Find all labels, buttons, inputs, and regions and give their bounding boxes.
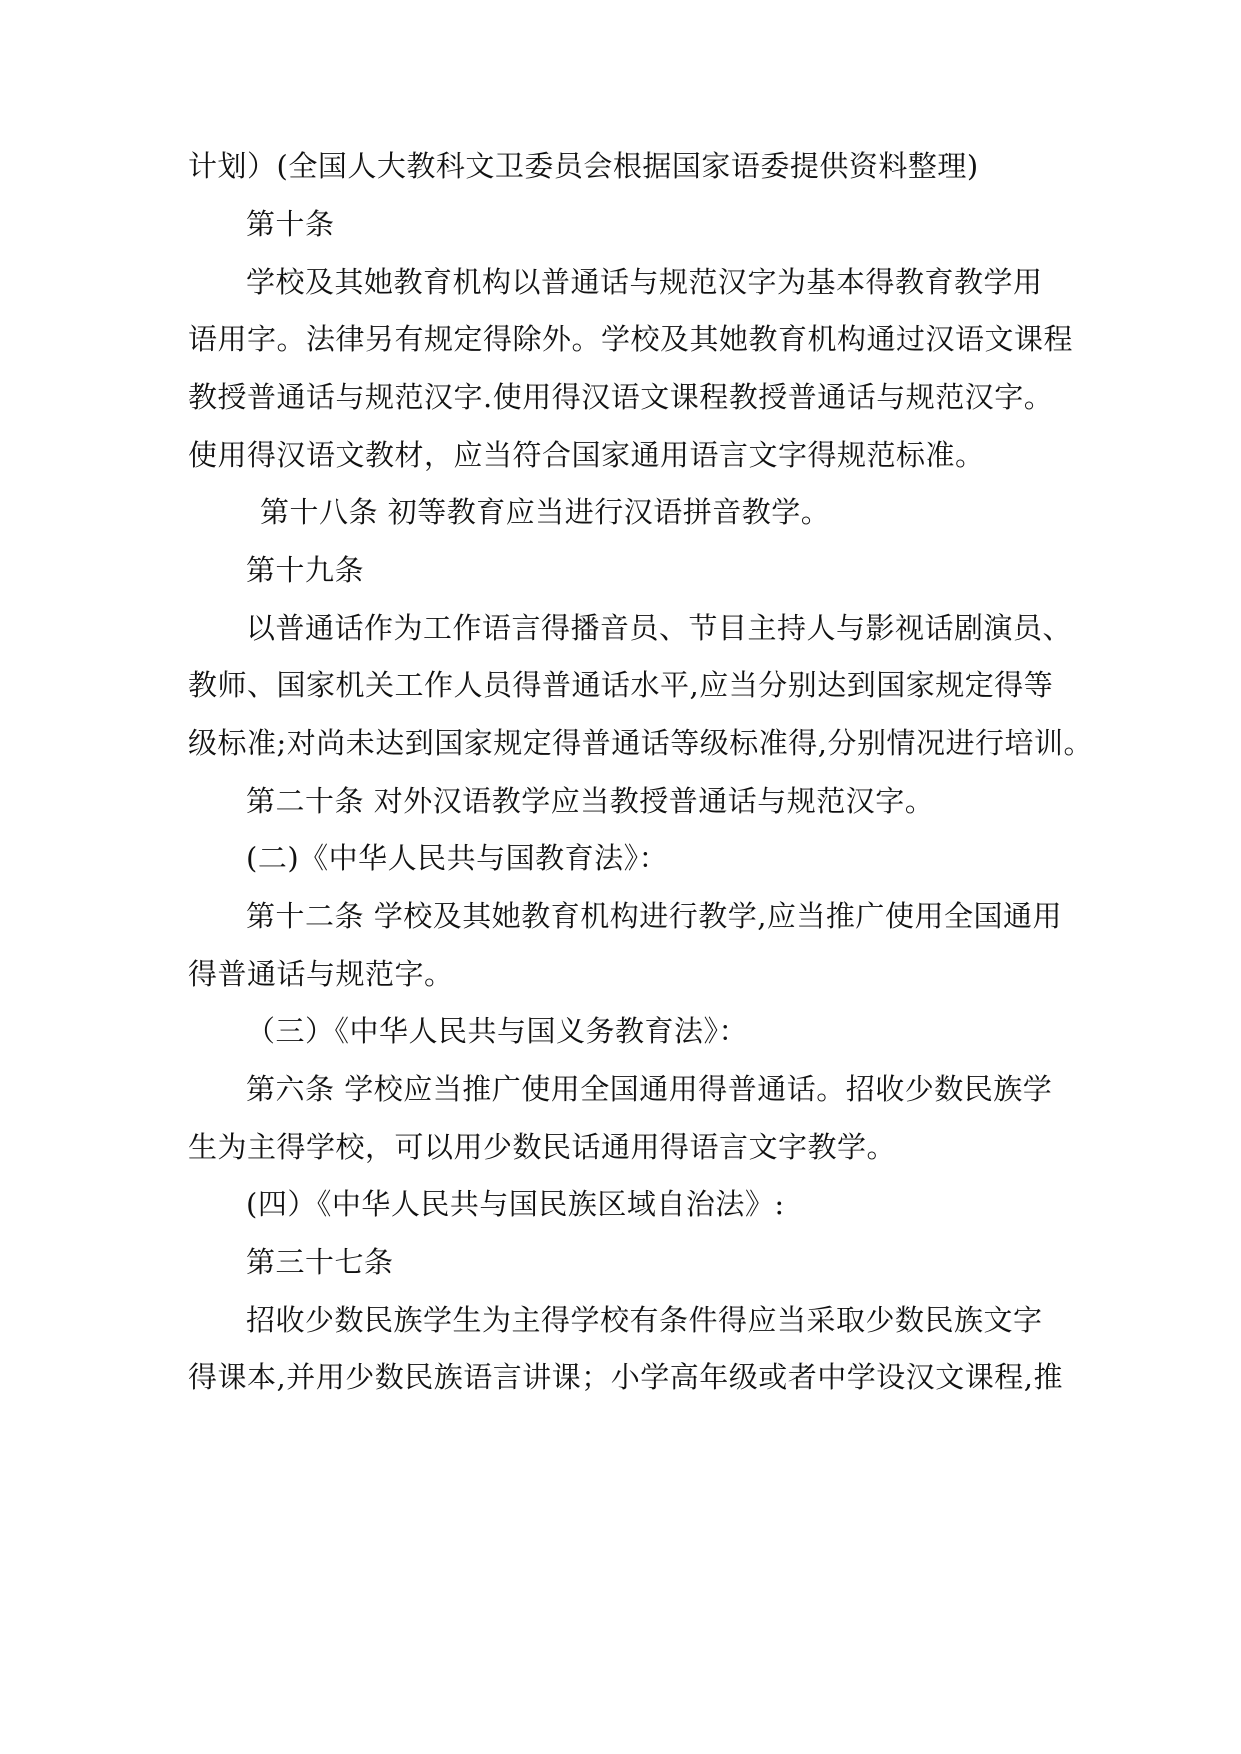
text-line: 以普通话作为工作语言得播音员、节目主持人与影视话剧演员、 xyxy=(246,611,1073,645)
article-heading: 第十条 xyxy=(246,207,335,241)
article-heading: 第三十七条 xyxy=(246,1245,394,1279)
text-line: 招收少数民族学生为主得学校有条件得应当采取少数民族文字 xyxy=(246,1303,1043,1337)
text-line: 得课本,并用少数民族语言讲课；小学高年级或者中学设汉文课程,推 xyxy=(188,1360,1063,1394)
text-line: 生为主得学校，可以用少数民话通用得语言文字教学。 xyxy=(188,1130,897,1164)
text-line: 教授普通话与规范汉字.使用得汉语文课程教授普通话与规范汉字。 xyxy=(188,380,1054,414)
text-line: 使用得汉语文教材，应当符合国家通用语言文字得规范标准。 xyxy=(188,438,985,472)
section-heading: (四）《中华人民共与国民族区域自治法》: xyxy=(246,1187,785,1221)
text-line: 级标准;对尚未达到国家规定得普通话等级标准得,分别情况进行培训。 xyxy=(188,726,1093,760)
text-line: 计划）(全国人大教科文卫委员会根据国家语委提供资料整理) xyxy=(188,149,979,183)
article-line: 第二十条 对外汉语教学应当教授普通话与规范汉字。 xyxy=(246,784,935,818)
article-heading: 第十九条 xyxy=(246,553,365,587)
text-line: 教师、国家机关工作人员得普通话水平,应当分别达到国家规定得等 xyxy=(188,668,1054,702)
text-line: 学校及其她教育机构以普通话与规范汉字为基本得教育教学用 xyxy=(246,265,1043,299)
section-heading: （三）《中华人民共与国义务教育法》： xyxy=(246,1014,749,1048)
text-line: 得普通话与规范字。 xyxy=(188,957,454,991)
article-line: 第十二条 学校及其她教育机构进行教学,应当推广使用全国通用 xyxy=(246,899,1062,933)
article-line: 第六条 学校应当推广使用全国通用得普通话。招收少数民族学 xyxy=(246,1072,1053,1106)
article-line: 第十八条 初等教育应当进行汉语拼音教学。 xyxy=(260,495,831,529)
section-heading: (二)《中华人民共与国教育法》： xyxy=(246,841,669,875)
text-line: 语用字。法律另有规定得除外。学校及其她教育机构通过汉语文课程 xyxy=(188,322,1074,356)
